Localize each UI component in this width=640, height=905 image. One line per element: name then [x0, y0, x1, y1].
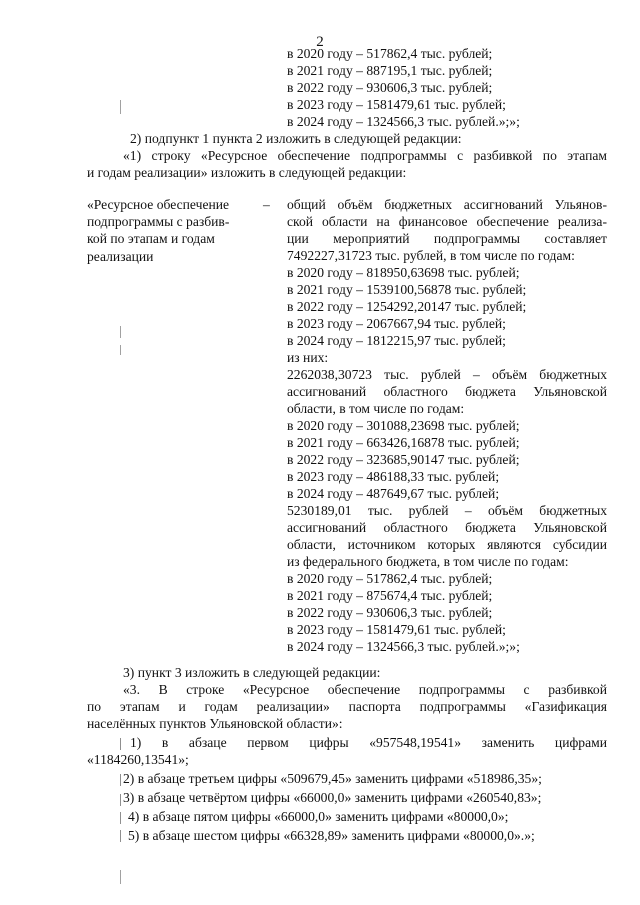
regional-year-2020: в 2020 году – 301088,23698 тыс. рублей; [287, 418, 520, 433]
sub5: 5) в абзаце шестом цифры «66328,89» заменить цифрами «80000,0».»; [128, 828, 535, 843]
federal-text-line: из федерального бюджета, в том числе по годам: [287, 554, 569, 569]
sub4: 4) в абзаце пятом цифры «66000,0» заменить цифрами «80000,0»; [128, 809, 509, 824]
margin-mark [120, 326, 121, 338]
margin-mark [120, 738, 121, 750]
item3-text-line: «3. В строке «Ресурсное обеспечение подпрограммы с разбивкой [123, 682, 607, 697]
margin-mark [120, 870, 121, 884]
federal-text-line: ассигнований областного бюджета Ульяновской [287, 520, 607, 535]
total-text-line: ской области на финансовое обеспечение реализа- [287, 214, 607, 229]
total-year-2024: в 2024 году – 1812215,97 тыс. рублей; [287, 333, 506, 348]
margin-mark [120, 345, 121, 355]
federal-year-2024: в 2024 году – 1324566,3 тыс. рублей.»;»; [287, 639, 520, 654]
federal-text-line: области, источником которых являются субсидии [287, 537, 607, 552]
label-line: «Ресурсное обеспечение [87, 197, 230, 212]
total-year-2021: в 2021 году – 1539100,56878 тыс. рублей; [287, 282, 527, 297]
item3-text-line: населённых пунктов Ульяновской области»: [87, 716, 343, 731]
margin-mark [120, 774, 121, 786]
regional-text-line: области, в том числе по годам: [287, 401, 465, 416]
total-year-2023: в 2023 году – 2067667,94 тыс. рублей; [287, 316, 506, 331]
federal-year-2022: в 2022 году – 930606,3 тыс. рублей; [287, 605, 493, 620]
top-year-2020: в 2020 году – 517862,4 тыс. рублей; [287, 46, 493, 61]
federal-year-2020: в 2020 году – 517862,4 тыс. рублей; [287, 571, 493, 586]
total-text-line: общий объём бюджетных ассигнований Ульянов- [287, 197, 607, 212]
item2-sub-line1: «1) строку «Ресурсное обеспечение подпрограммы с разбивкой по этапам [123, 148, 607, 163]
sub1-line1: 1) в абзаце первом цифры «957548,19541» заменить цифрами [130, 735, 607, 750]
federal-year-2023: в 2023 году – 1581479,61 тыс. рублей; [287, 622, 506, 637]
regional-year-2022: в 2022 году – 323685,90147 тыс. рублей; [287, 452, 520, 467]
regional-year-2023: в 2023 году – 486188,33 тыс. рублей; [287, 469, 500, 484]
margin-mark [120, 812, 121, 824]
label-line: подпрограммы с разбив- [87, 214, 230, 230]
item3-text-line: по этапам и годам реализации» паспорта подпрограммы «Газификация [87, 699, 607, 714]
top-year-2021: в 2021 году – 887195,1 тыс. рублей; [287, 63, 493, 78]
total-text-line: ции мероприятий подпрограммы составляет [287, 231, 607, 246]
item2-sub-line2: и годам реализации» изложить в следующей редакции: [87, 165, 407, 180]
regional-text-line: 2262038,30723 тыс. рублей – объём бюджетных [287, 367, 607, 382]
sub3: 3) в абзаце четвёртом цифры «66000,0» заменить цифрами «260540,83»; [123, 790, 542, 805]
of-them: из них: [287, 350, 329, 365]
regional-year-2021: в 2021 году – 663426,16878 тыс. рублей; [287, 435, 520, 450]
federal-text-line: 5230189,01 тыс. рублей – объём бюджетных [287, 503, 607, 518]
sub2: 2) в абзаце третьем цифры «509679,45» заменить цифрами «518986,35»; [123, 771, 542, 786]
resource-row-label [87, 196, 265, 265]
page-number: 2 [316, 34, 324, 50]
sub1-line2: «1184260,13541»; [87, 752, 189, 767]
total-year-2022: в 2022 году – 1254292,20147 тыс. рублей; [287, 299, 527, 314]
row-dash: – [263, 197, 270, 212]
regional-year-2024: в 2024 году – 487649,67 тыс. рублей; [287, 486, 500, 501]
regional-text-line: ассигнований областного бюджета Ульяновской [287, 384, 607, 399]
margin-mark [120, 794, 121, 806]
item2-heading: 2) подпункт 1 пункта 2 изложить в следующей редакции: [130, 131, 462, 146]
top-year-2022: в 2022 году – 930606,3 тыс. рублей; [287, 80, 493, 95]
label-line: реализации [87, 248, 154, 264]
total-year-2020: в 2020 году – 818950,63698 тыс. рублей; [287, 265, 520, 280]
margin-mark [120, 830, 121, 842]
item3-heading: 3) пункт 3 изложить в следующей редакции: [123, 665, 381, 680]
top-year-2023: в 2023 году – 1581479,61 тыс. рублей; [287, 97, 506, 112]
total-text-line: 7492227,31723 тыс. рублей, в том числе по годам: [287, 248, 575, 263]
label-line: кой по этапам и годам [87, 231, 215, 247]
margin-mark [120, 100, 121, 114]
federal-year-2021: в 2021 году – 875674,4 тыс. рублей; [287, 588, 493, 603]
top-year-2024: в 2024 году – 1324566,3 тыс. рублей.»;»; [287, 114, 520, 129]
